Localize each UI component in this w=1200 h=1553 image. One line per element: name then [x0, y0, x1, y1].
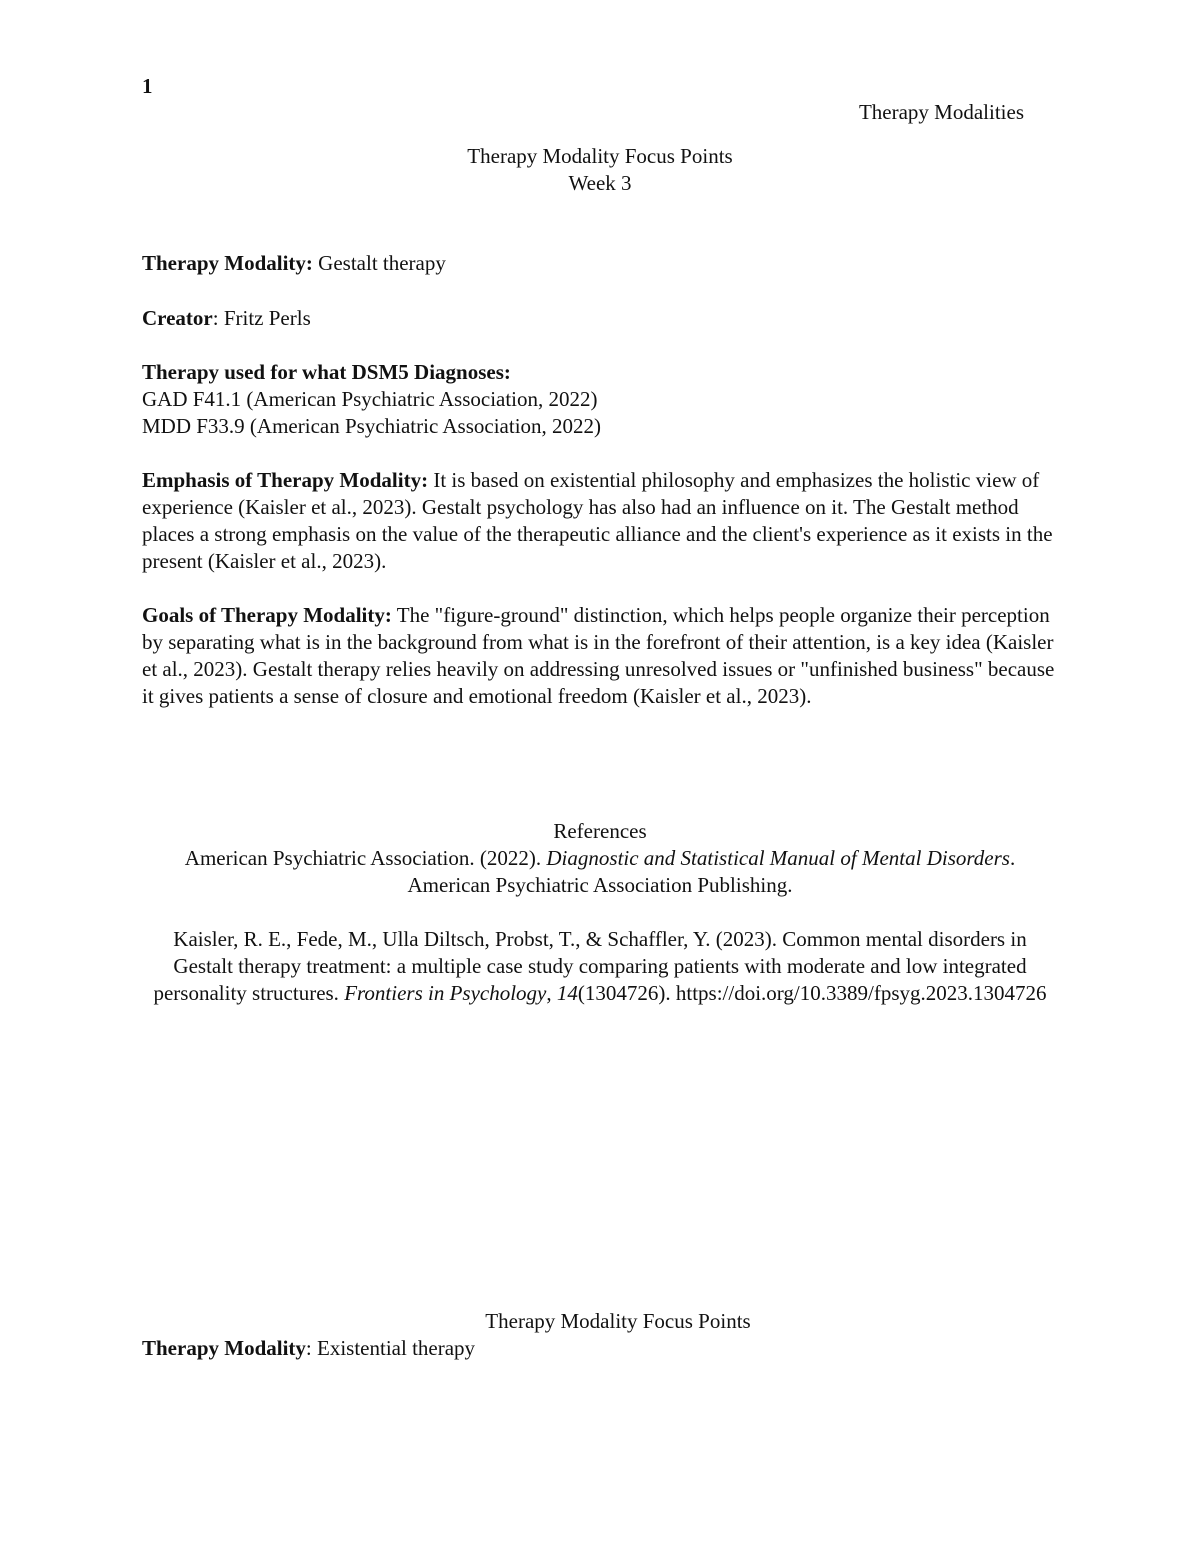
reference-2-text: Kaisler, R. E., Fede, M., Ulla Diltsch, Probst, T., & Schaffler, Y. (2023). Common mental disorders in Gestalt therapy treatment: a multiple case study comparing patients with moderate and low integrated personality structures. — [153, 927, 1027, 1005]
diagnoses-section — [142, 359, 1058, 440]
diagnosis-item: MDD F33.9 (American Psychiatric Association, 2022) — [142, 414, 602, 438]
emphasis-text: It is based on existential philosophy and emphasizes the holistic view of experience (Kaisler et al., 2023). Gestalt psychology has also had an influence on it. The Gestalt method places a strong emphasis on the value of the therapeutic alliance and the client's experience as it exists in the present (Kaisler et al., 2023). — [142, 468, 1053, 573]
modality-label: Therapy Modality: — [142, 251, 313, 275]
title-line: Therapy Modality Focus Points — [467, 144, 733, 168]
reference-1-text: American Psychiatric Association. (2022). — [184, 846, 547, 870]
reference-2-separator: , — [546, 981, 557, 1005]
reference-1-title: Diagnostic and Statistical Manual of Mental Disorders — [546, 846, 1010, 870]
diagnosis-item: GAD F41.1 (American Psychiatric Association, 2022) — [142, 387, 598, 411]
goals-text: The "figure-ground" distinction, which helps people organize their perception by separating what is in the background from what is in the forefront of their attention, is a key idea (Kaisler et al., 2023). Gestalt therapy relies heavily on addressing unresolved issues or "unfinished business" because it gives patients a sense of closure and emotional freedom (Kaisler et al., 2023). — [142, 603, 1055, 708]
modality-line — [142, 250, 1058, 277]
modality-value: Gestalt therapy — [312, 251, 446, 275]
reference-1-publisher: . American Psychiatric Association Publishing. — [407, 846, 1016, 897]
second-modality-line — [142, 1335, 1058, 1362]
week-line: Week 3 — [568, 171, 632, 195]
reference-entry-2 — [142, 926, 1058, 1007]
page-number: 1 — [142, 74, 153, 98]
references-section — [142, 818, 1058, 899]
emphasis-label: Emphasis of Therapy Modality: — [142, 468, 429, 492]
second-modality-value: : Existential therapy — [305, 1336, 476, 1360]
second-modality-label: Therapy Modality — [142, 1336, 306, 1360]
reference-entry — [142, 845, 1058, 899]
running-head: Therapy Modalities — [858, 100, 1024, 124]
emphasis-paragraph — [142, 467, 1058, 575]
reference-2-doi: (1304726). https://doi.org/10.3389/fpsyg.2023.1304726 — [577, 981, 1047, 1005]
references-heading: References — [553, 819, 647, 843]
creator-line — [142, 305, 1058, 332]
creator-label: Creator — [142, 306, 213, 330]
diagnoses-label: Therapy used for what DSM5 Diagnoses: — [142, 360, 511, 384]
second-section-title: Therapy Modality Focus Points — [485, 1309, 751, 1333]
creator-value: : Fritz Perls — [212, 306, 311, 330]
document-title — [142, 143, 1058, 197]
reference-2-volume: 14 — [556, 981, 578, 1005]
goals-paragraph — [142, 602, 1058, 710]
reference-2-journal: Frontiers in Psychology — [344, 981, 547, 1005]
goals-label: Goals of Therapy Modality: — [142, 603, 392, 627]
